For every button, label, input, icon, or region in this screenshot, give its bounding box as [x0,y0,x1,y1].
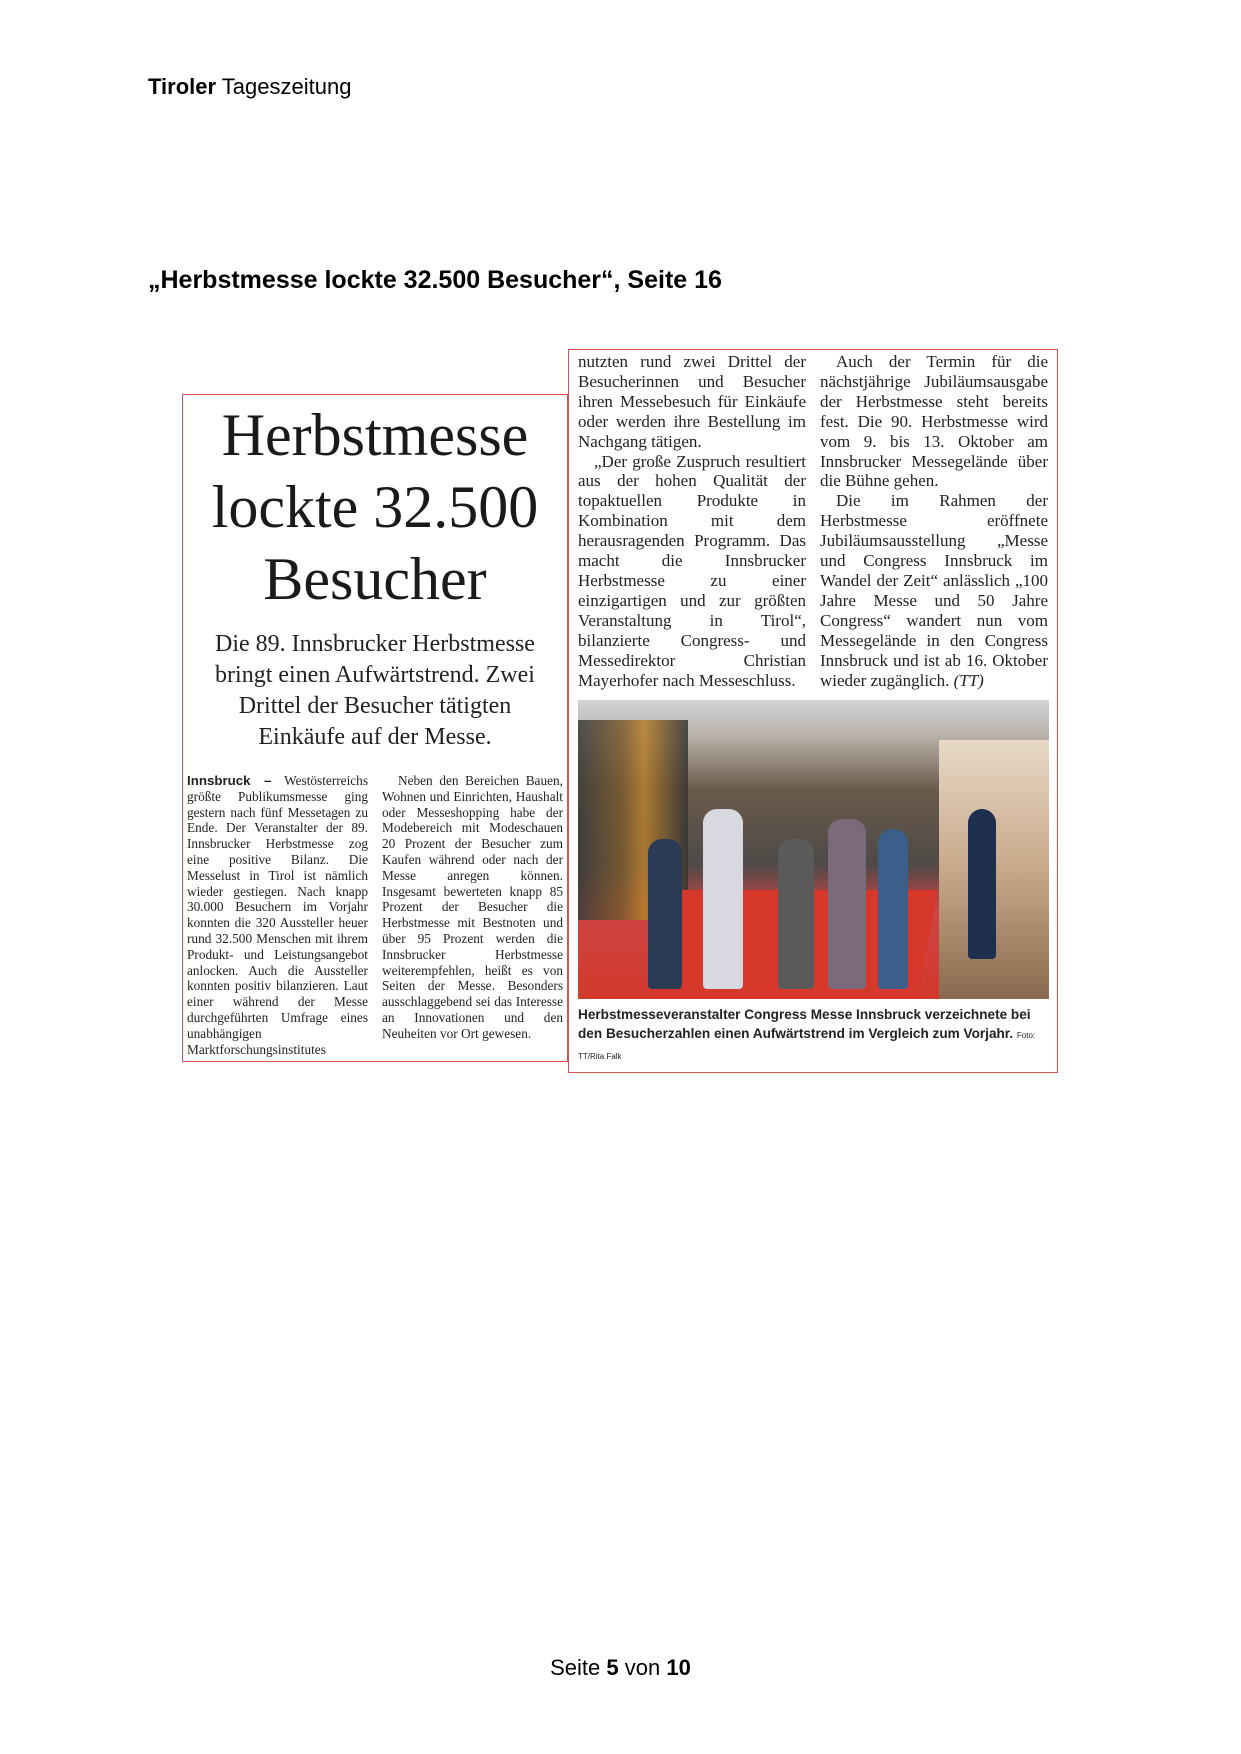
visitor [703,809,743,989]
article-right-block [568,349,1058,1073]
body-text: „Der große Zuspruch resultiert aus der hohen Qualität der topaktuellen Produkte in Kombination mit dem herausragenden Programm. Das macht die Innsbrucker Herbstmesse zu einer einzigartigen und zur größten Veranstaltung in Tirol“, bilanzierte Congress- und Messedirektor Christian Mayerhofer nach Messeschluss. [578,451,806,690]
caption-line: Herbstmesseveranstalter Congress Messe Innsbruck verzeichnete bei den [578,1007,1031,1042]
headline-line: Herbstmesse [221,402,529,468]
photo-credit: Foto: TT/Rita Falk [578,1031,1036,1062]
body-column-4 [820,352,1048,690]
author-sign: (TT) [953,670,984,690]
visitor [778,839,814,989]
headline [183,399,567,615]
fair-crowd-photo [578,700,1049,999]
body-text: Auch der Termin für die nächstjährige Jubiläumsausgabe der Herbstmesse steht bereits fest. Die 90. Herbstmesse wird vom 9. bis 13. Oktober am Innsbrucker Messegelände über die Bühne gehen. [820,352,1048,491]
photo-caption [578,1005,1049,1066]
headline-line: Besucher [263,546,487,612]
subheadline: Die 89. Innsbrucker Herbstmesse bringt einen Aufwärtstrend. Zwei Drittel der Besucher tätigten Einkäufe auf der Messe. [215,631,535,750]
body-column-3 [578,352,806,690]
article-reference-title: „Herbstmesse lockte 32.500 Besucher“, Seite 16 [148,266,722,294]
footer-prefix: Seite [550,1655,601,1680]
total-pages: 10 [666,1655,691,1680]
page-footer [0,1655,1241,1681]
footer-mid: von [624,1655,661,1680]
dateline: Innsbruck – [187,773,272,788]
body-column-2 [382,773,563,1057]
body-columns-right [578,352,1048,690]
headline-line: lockte 32.500 [211,474,539,540]
visitor [828,819,866,989]
body-columns-left [187,773,563,1057]
brand-rest: Tageszeitung [221,74,352,99]
article-left-block [182,394,568,1062]
publication-header [148,74,351,100]
visitor [648,839,682,989]
body-text: Die im Rahmen der Herbstmesse eröffnete Jubiläumsausstellung „Messe und Congress Innsbruck im Wandel der Zeit“ anlässlich „100 Jahre Messe und 50 Jahre Congress“ wandert nun vom Messegelände in den Congress Innsbruck und ist ab 16. Oktober wieder zugänglich. [820,491,1048,690]
body-text: Westösterreichs größte Publikumsmesse ging gestern nach fünf Messetagen zu Ende. Der Veranstalter der 89. Innsbrucker Herbstmesse zog eine positive Bilanz. Die Messelust in Tirol ist nämlich wieder gestiegen. Nach knapp 30.000 Besuchern im Vorjahr konnten die 320 Aussteller heuer rund 32.500 Menschen mit ihrem Produkt- und Leistungsangebot anlocken. Auch die Aussteller konnten positiv bilanzieren. Laut einer während der Messe durchgeführten Umfrage eines unabhängigen Marktforschungsinstitutes [187,773,368,1057]
brand-bold: Tiroler [148,74,217,99]
body-column-1 [187,773,368,1057]
visitor [968,809,996,959]
body-text: nutzten rund zwei Drittel der Besucherinnen und Besucher ihren Messebesuch für Einkäufe oder werden ihre Bestellung im Nachgang tätigen. [578,352,806,451]
visitor [878,829,908,989]
caption-line: Besucherzahlen einen Aufwärtstrend im Vergleich zum Vorjahr. [605,1026,1014,1042]
body-text: Neben den Bereichen Bauen, Wohnen und Einrichten, Haushalt oder Messeshopping habe der Modebereich mit Modeschauen 20 Prozent der Besucher zum Kaufen während oder nach der Messe anregen können. Insgesamt bewerteten knapp 85 Prozent der Besucher die Herbstmesse mit Bestnoten und über 95 Prozent werden die Innsbrucker Herbstmesse weiterempfehlen, heißt es von Seiten der Messe. Besonders ausschlaggebend sei das Interesse an Innovationen und den Neuheiten vor Ort gewesen. [382,773,563,1041]
current-page: 5 [606,1655,619,1680]
